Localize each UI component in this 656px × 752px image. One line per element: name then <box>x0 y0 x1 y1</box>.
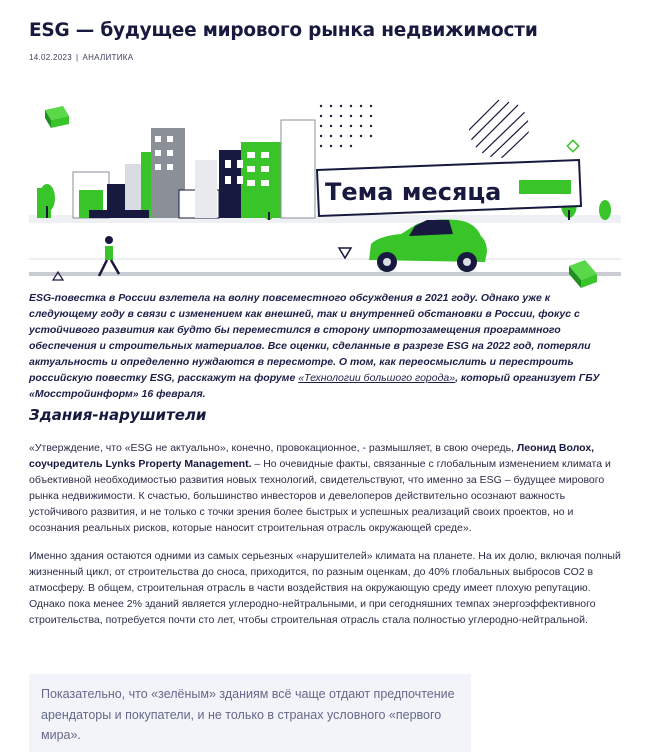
triangle-decor <box>339 248 351 258</box>
article-date: 14.02.2023 <box>29 53 73 62</box>
meta-separator: | <box>76 53 79 62</box>
p1-speaker: Леонид Волох, соучредитель Lynks Property Management. <box>29 442 595 470</box>
runner-figure <box>99 236 119 276</box>
green-car-icon <box>369 220 487 273</box>
article-meta <box>29 53 629 63</box>
article <box>29 18 629 742</box>
forum-link[interactable]: «Технологии большого города» <box>298 372 456 384</box>
pull-quote: Показательно, что «зелёным» зданиям всё чаще отдают предпочтение арендаторы и покупатели, и не только в странах условного «первого мира». <box>29 674 471 752</box>
lead-text-start: ESG-повестка в России взлетела на волну повсеместного обсуждения в 2021 году. Однако уже к следующему году в связи с изменением как внешней, так и внутренней обстановки в России, фокус с устойчивого развития как будто бы переместился в сторону импортозамещения программного обеспечения и строительных материалов. Все оценки, сделанные в разрезе ESG на 2022 год, потеряли актуальность и определенно нуждаются в пересмотре. О том, как переосмыслить и перестроить российскую повестку ESG, расскажут на форуме <box>29 292 591 384</box>
p1-text-end: – Но очевидные факты, связанные с глобальным изменением климата и объективной необходимостью развития новых технологий, свидетельствуют, что именно за ESG – будущее мирового рынка недвижимости. К счастью, большинство инвесторов и девелоперов действительно осознают важность устойчивого развития, и не только с точки зрения более быстрых и успешных реализаций своих проектов, но и осознания реальных рисков, которые наносит строительная отрасль окружающей среде». <box>29 458 611 534</box>
article-category[interactable]: АНАЛИТИКА <box>82 53 134 62</box>
p1-text-start: «Утверждение, что «ESG не актуально», конечно, провокационное, - размышляет, в свою очередь, <box>29 442 517 454</box>
diamond-decor <box>567 140 578 151</box>
banner-text: Тема месяца <box>325 178 502 206</box>
lead-text-end: , который организует ГБУ «Мосстройинформ» 16 февраля. <box>29 372 600 400</box>
section-heading: Здания-нарушители <box>29 406 207 424</box>
article-lead <box>29 290 621 402</box>
article-title: ESG — будущее мирового рынка недвижимости <box>29 20 538 41</box>
green-cube-icon <box>45 106 69 128</box>
road-shade <box>29 258 621 260</box>
dots-pattern <box>320 105 372 147</box>
paragraph-1 <box>29 440 623 536</box>
paragraph-2: Именно здания остаются одними из самых серьезных «нарушителей» климата на планете. На их долю, включая полный жизненный цикл, от строительства до сноса, приходится, по разным оценкам, до 40% глобальных выбросов СО2 в атмосферу. В общем, строительная отрасль в части воздействия на окружающую среду имеет плохую репутацию. Однако пока менее 2% зданий является углеродно-нейтральными, и при сегодняшних темпах энергоэффективного строительства, потребуется почти сто лет, чтобы строительная отрасль стала полностью углеродно-нейтральной. <box>29 550 621 626</box>
hatched-circle <box>459 100 535 168</box>
hero-illustration <box>29 80 621 292</box>
green-cube-bottom-icon <box>569 260 597 288</box>
theme-banner <box>317 160 581 216</box>
